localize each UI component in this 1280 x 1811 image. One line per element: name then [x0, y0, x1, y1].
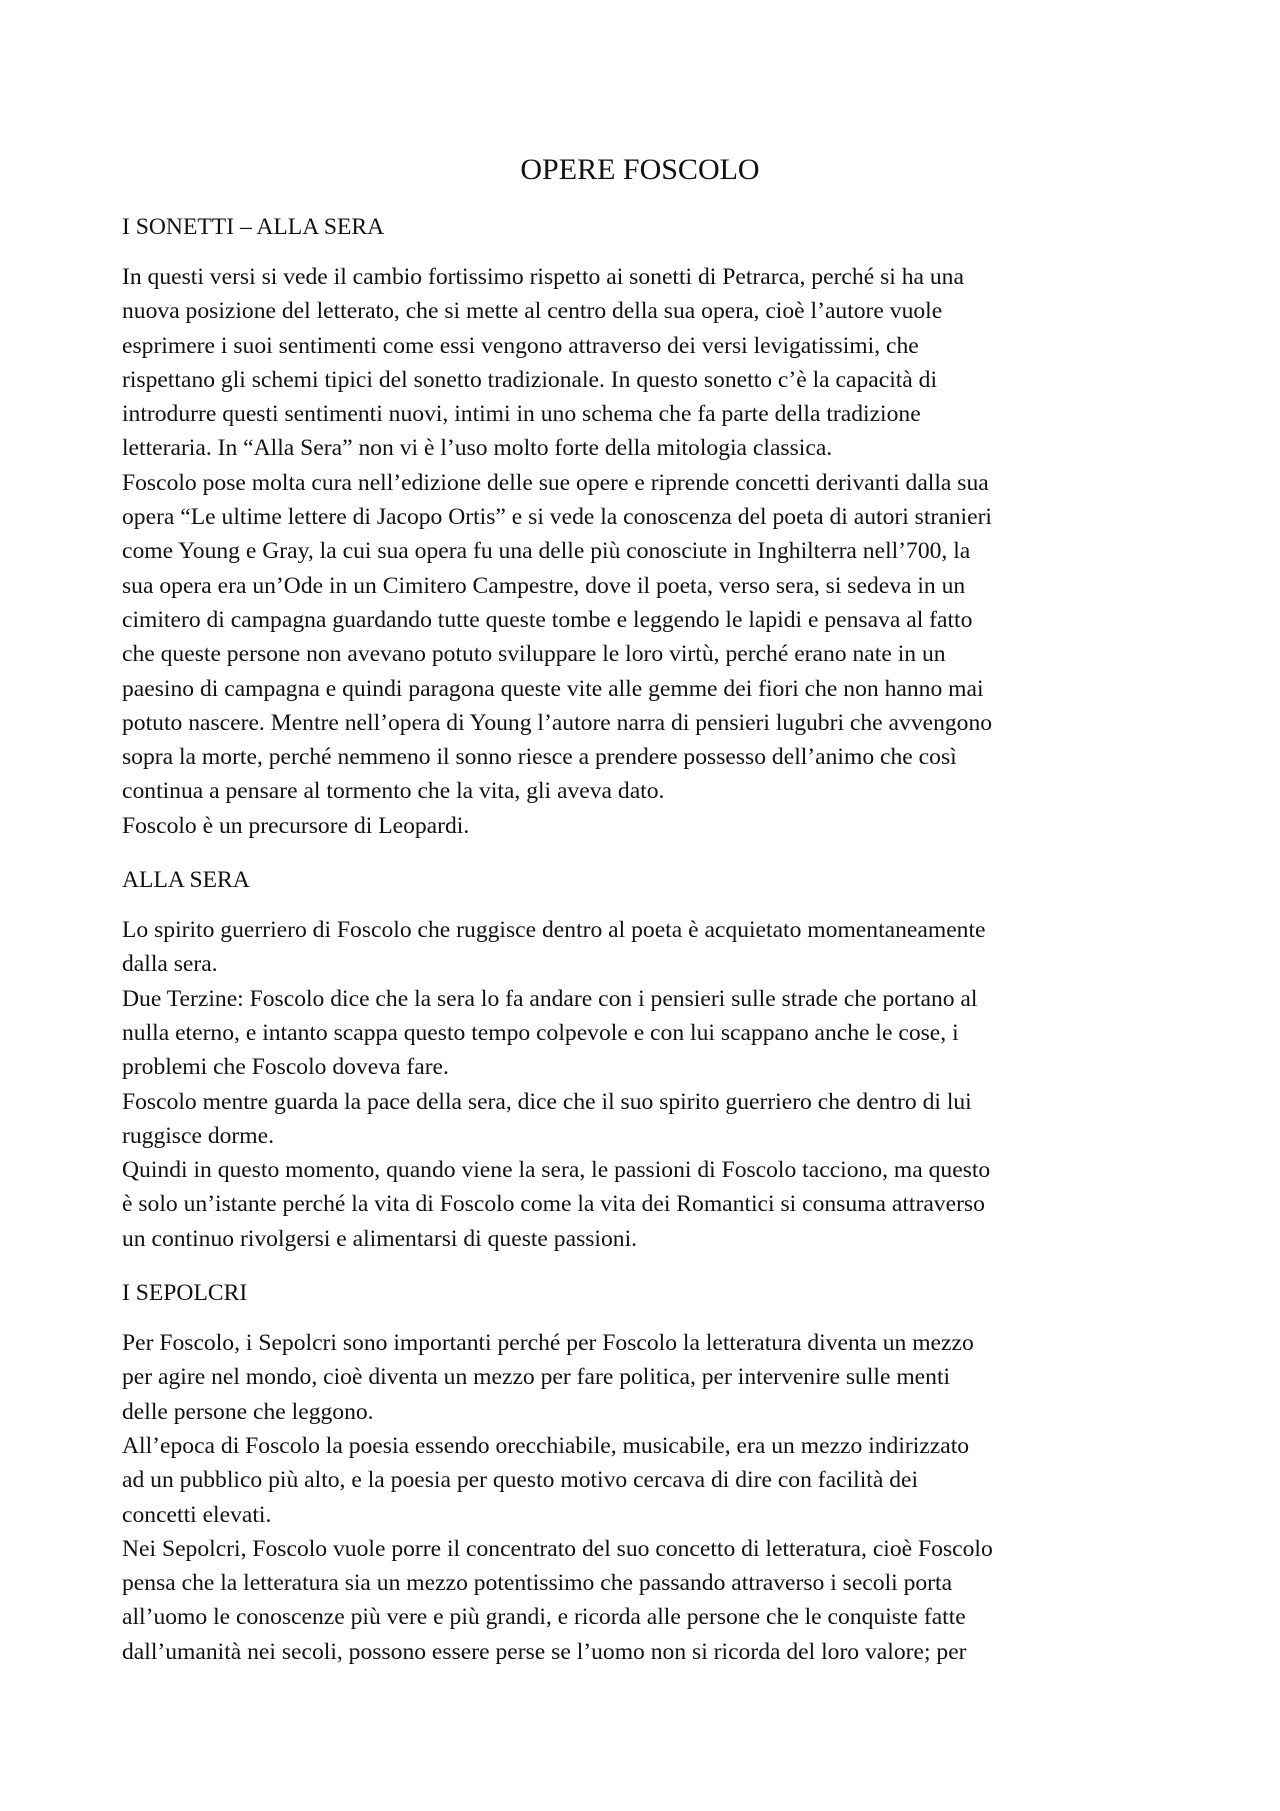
text-line: nulla eterno, e intanto scappa questo tempo colpevole e con lui scappano anche le cose, i: [122, 1019, 959, 1046]
text-line: sua opera era un’Ode in un Cimitero Campestre, dove il poeta, verso sera, si sedeva in un: [122, 572, 966, 599]
section-text: [122, 1326, 1182, 1669]
document-body: [122, 212, 1182, 1691]
page-title: OPERE FOSCOLO: [520, 153, 760, 186]
text-line: Quindi in questo momento, quando viene la sera, le passioni di Foscolo tacciono, ma questo: [122, 1157, 991, 1184]
text-line: come Young e Gray, la cui sua opera fu una delle più conosciute in Inghilterra nell’700, la: [122, 538, 971, 565]
text-line: potuto nascere. Mentre nell’opera di Young l’autore narra di pensieri lugubri che avvengono: [122, 709, 993, 736]
section-text: [122, 260, 1182, 843]
text-line: All’epoca di Foscolo la poesia essendo orecchiabile, musicabile, era un mezzo indirizzato: [122, 1432, 970, 1459]
section-heading: ALLA SERA: [122, 867, 250, 894]
text-line: dall’umanità nei secoli, possono essere perse se l’uomo non si ricorda del loro valore; per: [122, 1638, 967, 1665]
text-line: dalla sera.: [122, 951, 218, 978]
text-line: Nei Sepolcri, Foscolo vuole porre il concentrato del suo concetto di letteratura, cioè Foscolo: [122, 1535, 993, 1562]
text-line: un continuo rivolgersi e alimentarsi di queste passioni.: [122, 1225, 638, 1252]
text-line: per agire nel mondo, cioè diventa un mezzo per fare politica, per intervenire sulle menti: [122, 1364, 951, 1391]
section-heading: I SEPOLCRI: [122, 1280, 248, 1307]
text-line: delle persone che leggono.: [122, 1398, 374, 1425]
text-line: ruggisce dorme.: [122, 1122, 274, 1149]
text-line: Foscolo pose molta cura nell’edizione delle sue opere e riprende concetti derivanti dalla sua: [122, 469, 989, 496]
text-line: pensa che la letteratura sia un mezzo potentissimo che passando attraverso i secoli porta: [122, 1570, 953, 1597]
section-heading: I SONETTI – ALLA SERA: [122, 214, 385, 240]
text-line: Per Foscolo, i Sepolcri sono importanti perché per Foscolo la letteratura diventa un mezzo: [122, 1330, 974, 1357]
text-line: In questi versi si vede il cambio fortissimo rispetto ai sonetti di Petrarca, perché si ha una: [122, 264, 964, 290]
text-line: rispettano gli schemi tipici del sonetto tradizionale. In questo sonetto c’è la capacità di: [122, 366, 938, 393]
text-line: opera “Le ultime lettere di Jacopo Ortis” e si vede la conoscenza del poeta di autori stranieri: [122, 504, 992, 531]
text-line: è solo un’istante perché la vita di Foscolo come la vita dei Romantici si consuma attraverso: [122, 1191, 985, 1218]
text-line: letteraria. In “Alla Sera” non vi è l’uso molto forte della mitologia classica.: [122, 435, 833, 462]
section-alla-sera: [122, 865, 1182, 1256]
section-sonetti: [122, 212, 1182, 843]
text-line: Lo spirito guerriero di Foscolo che ruggisce dentro al poeta è acquietato momentaneamente: [122, 917, 986, 944]
text-line: Due Terzine: Foscolo dice che la sera lo fa andare con i pensieri sulle strade che portano al: [122, 985, 978, 1012]
section-text: [122, 913, 1182, 1256]
text-line: ad un pubblico più alto, e la poesia per questo motivo cercava di dire con facilità dei: [122, 1467, 919, 1494]
section-sepolcri: [122, 1278, 1182, 1669]
text-line: introdurre questi sentimenti nuovi, intimi in uno schema che fa parte della tradizione: [122, 401, 921, 428]
text-line: esprimere i suoi sentimenti come essi vengono attraverso dei versi levigatissimi, che: [122, 332, 919, 359]
text-line: continua a pensare al tormento che la vita, gli aveva dato.: [122, 778, 665, 805]
text-line: sopra la morte, perché nemmeno il sonno riesce a prendere possesso dell’animo che così: [122, 744, 957, 771]
text-line: all’uomo le conoscenze più vere e più grandi, e ricorda alle persone che le conquiste fatte: [122, 1604, 966, 1631]
text-line: che queste persone non avevano potuto sviluppare le loro virtù, perché erano nate in un: [122, 641, 946, 668]
text-line: problemi che Foscolo doveva fare.: [122, 1054, 449, 1081]
text-line: Foscolo mentre guarda la pace della sera, dice che il suo spirito guerriero che dentro di lui: [122, 1088, 972, 1115]
text-line: cimitero di campagna guardando tutte queste tombe e leggendo le lapidi e pensava al fatto: [122, 606, 973, 633]
text-line: nuova posizione del letterato, che si mette al centro della sua opera, cioè l’autore vuole: [122, 298, 943, 325]
text-line: concetti elevati.: [122, 1501, 272, 1528]
text-line: Foscolo è un precursore di Leopardi.: [122, 812, 470, 839]
text-line: paesino di campagna e quindi paragona queste vite alle gemme dei fiori che non hanno mai: [122, 675, 984, 702]
